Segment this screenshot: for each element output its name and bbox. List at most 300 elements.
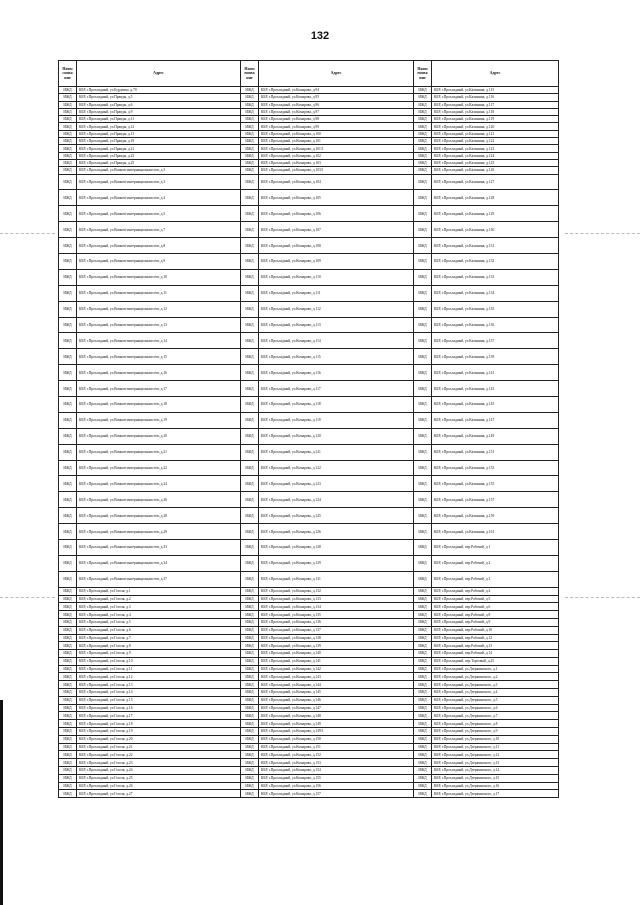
address-cell: КБР, г.Прохладный, ул.Дзержинского, д.12 [432,751,559,759]
building-type-cell: ИЖД [59,712,77,720]
building-type-cell: ИЖД [59,101,77,108]
address-cell: КБР, г.Прохладный, ул.Дзержинского, д.10 [432,735,559,743]
building-type-cell: ИЖД [414,301,432,317]
address-cell: КБР, г.Прохладный, ул.Воинов-интернационалистов, д.14 [77,333,241,349]
building-type-cell: ИЖД [59,381,77,397]
address-cell: КБР, г.Прохладный, ул.Комарова, д.154 [259,767,414,775]
address-cell: КБР, г.Прохладный, ул.Калинина, д.116 [432,94,559,101]
address-cell: КБР, г.Прохладный, пер.Рабочий, д.12 [432,634,559,642]
table-row [59,611,559,619]
building-type-cell: ИЖД [241,365,259,381]
building-type-cell: ИЖД [414,743,432,751]
building-type-cell: ИЖД [241,428,259,444]
address-cell: КБР, г.Прохладный, ул.Комарова, д.139 [259,642,414,650]
building-type-cell: ИЖД [59,317,77,333]
address-cell: КБР, г.Прохладный, ул.Комарова, д.102 [259,152,414,159]
building-type-cell: ИЖД [241,108,259,115]
address-cell: КБР, г.Прохладный, ул.Калинина, д.131 [432,238,559,254]
address-cell: КБР, г.Прохладный, ул.Комарова, д.156 [259,782,414,790]
address-cell: КБР, г.Прохладный, ул.Гоголя, д.21 [77,743,241,751]
building-type-cell: ИЖД [59,428,77,444]
table-row [59,712,559,720]
table-row [59,790,559,798]
building-type-cell: ИЖД [414,381,432,397]
building-type-cell: ИЖД [241,174,259,190]
address-cell: КБР, г.Прохладный, ул.Гоголя, д.27 [77,790,241,798]
building-type-cell: ИЖД [414,167,432,174]
address-cell: КБР, г.Прохладный, ул.Гоголя, д.4 [77,611,241,619]
table-row [59,317,559,333]
address-cell: КБР, г.Прохладный, ул.Калинина, д.157 [432,492,559,508]
address-cell: КБР, г.Прохладный, ул.Калинина, д.121 [432,130,559,137]
building-type-cell: ИЖД [241,790,259,798]
building-type-cell: ИЖД [59,720,77,728]
building-type-cell: ИЖД [241,123,259,130]
building-type-cell: ИЖД [241,349,259,365]
address-cell: КБР, г.Прохладный, ул.Калинина, д.161 [432,524,559,540]
address-cell: КБР, г.Прохладный, ул.Гоголя, д.25 [77,774,241,782]
table-row [59,650,559,658]
address-cell: КБР, г.Прохладный, ул.Бурденко, д.70 [77,87,241,94]
address-cell: КБР, г.Прохладный, ул.Комарова, д.113 [259,317,414,333]
address-cell: КБР, г.Прохладный, ул.Дзержинского, д.17 [432,790,559,798]
building-type-cell: ИЖД [59,696,77,704]
building-type-cell: ИЖД [241,444,259,460]
scan-margin-line [0,597,55,598]
address-cell: КБР, г.Прохладный, ул.Калинина, д.123 [432,145,559,152]
building-type-cell: ИЖД [414,174,432,190]
building-type-cell: ИЖД [59,728,77,736]
building-type-cell: ИЖД [414,333,432,349]
address-cell: КБР, г.Прохладный, ул.Комарова, д.124 [259,492,414,508]
building-type-cell: ИЖД [59,444,77,460]
address-cell: КБР, г.Прохладный, пер.Рабочий, д.3 [432,571,559,587]
building-type-cell: ИЖД [414,269,432,285]
address-cell: КБР, г.Прохладный, ул.Воинов-интернационалистов, д.24 [77,476,241,492]
building-type-cell: ИЖД [414,774,432,782]
address-cell: КБР, г.Прохладный, ул.Калинина, д.151 [432,444,559,460]
building-type-cell: ИЖД [241,317,259,333]
building-type-cell: ИЖД [59,626,77,634]
table-row [59,285,559,301]
address-cell: КБР, г.Прохладный, ул.Комарова, д.106 [259,206,414,222]
building-type-cell: ИЖД [241,254,259,270]
building-type-cell: ИЖД [414,611,432,619]
building-type-cell: ИЖД [241,618,259,626]
building-type-cell: ИЖД [241,238,259,254]
table-row [59,634,559,642]
building-type-cell: ИЖД [59,555,77,571]
page-number: 132 [310,30,330,42]
table-row [59,123,559,130]
building-type-cell: ИЖД [59,174,77,190]
address-cell: КБР, г.Прохладный, ул.Калинина, д.137 [432,333,559,349]
building-type-cell: ИЖД [241,595,259,603]
building-type-cell: ИЖД [414,712,432,720]
address-cell: КБР, г.Прохладный, ул.Комарова, д.151 [259,743,414,751]
address-cell: КБР, г.Прохладный, ул.Комарова, д.108 [259,238,414,254]
building-type-cell: ИЖД [414,555,432,571]
table-row [59,116,559,123]
address-cell: КБР, г.Прохладный, ул.Воинов-интернационалистов, д.12 [77,301,241,317]
building-type-cell: ИЖД [414,159,432,166]
building-type-cell: ИЖД [59,349,77,365]
building-type-cell: ИЖД [414,634,432,642]
address-cell: КБР, г.Прохладный, ул.Калинина, д.128 [432,190,559,206]
address-cell: КБР, г.Прохладный, ул.Правды, д.13 [77,130,241,137]
building-type-cell: ИЖД [414,116,432,123]
building-type-cell: ИЖД [414,476,432,492]
address-cell: КБР, г.Прохладный, ул.Комарова, д.117 [259,381,414,397]
table-row [59,642,559,650]
address-cell: КБР, г.Прохладный, ул.Воинов-интернационалистов, д.28 [77,508,241,524]
address-cell: КБР, г.Прохладный, ул.Калинина, д.147 [432,412,559,428]
address-cell: КБР, г.Прохладный, ул.Комарова, д.123 [259,476,414,492]
building-type-cell: ИЖД [414,704,432,712]
building-type-cell: ИЖД [59,130,77,137]
address-cell: КБР, г.Прохладный, ул.Воинов-интернационалистов, д.18 [77,397,241,413]
building-type-cell: ИЖД [241,381,259,397]
scan-margin-line [565,233,640,234]
address-cell: КБР, г.Прохладный, ул.Дзержинского, д.4 [432,689,559,697]
address-cell: КБР, г.Прохладный, ул.Дзержинского, д.2 [432,673,559,681]
address-cell: КБР, г.Прохладный, ул.Калинина, д.129 [432,206,559,222]
building-type-cell: ИЖД [241,587,259,595]
building-type-cell: ИЖД [414,190,432,206]
address-cell: КБР, г.Прохладный, пер.Рабочий, д.1 [432,540,559,556]
address-cell: КБР, г.Прохладный, ул.Гоголя, д.5 [77,618,241,626]
building-type-cell: ИЖД [414,138,432,145]
address-cell: КБР, г.Прохладный, ул.Дзержинского, д.11 [432,743,559,751]
table-row [59,626,559,634]
building-type-cell: ИЖД [241,681,259,689]
building-type-cell: ИЖД [241,673,259,681]
column-header-type-1: Наим снова ние [59,61,77,87]
address-cell: КБР, г.Прохладный, пер.Рабочий, д.10 [432,626,559,634]
building-type-cell: ИЖД [414,626,432,634]
address-cell: КБР, г.Прохладный, ул.Гоголя, д.22 [77,751,241,759]
address-cell: КБР, г.Прохладный, ул.Дзержинского, д.3 [432,681,559,689]
building-type-cell: ИЖД [241,412,259,428]
building-type-cell: ИЖД [414,123,432,130]
address-cell: КБР, г.Прохладный, ул.Комарова, д.144 [259,681,414,689]
address-cell: КБР, г.Прохладный, ул.Комарова, д.143 [259,673,414,681]
address-cell: КБР, г.Прохладный, ул.Дзержинского, д.6 [432,704,559,712]
building-type-cell: ИЖД [59,634,77,642]
table-row [59,476,559,492]
table-row [59,555,559,571]
building-type-cell: ИЖД [241,397,259,413]
address-cell: КБР, г.Прохладный, ул.Комарова, д.149 [259,720,414,728]
address-cell: КБР, г.Прохладный, ул.Дзержинского, д.16 [432,782,559,790]
building-type-cell: ИЖД [241,634,259,642]
building-type-cell: ИЖД [414,673,432,681]
address-cell: КБР, г.Прохладный, ул.Правды, д.12 [77,123,241,130]
building-type-cell: ИЖД [59,145,77,152]
address-cell: КБР, г.Прохладный, ул.Правды, д.11 [77,116,241,123]
address-cell: КБР, г.Прохладный, ул.Калинина, д.118 [432,108,559,115]
building-type-cell: ИЖД [241,333,259,349]
address-cell: КБР, г.Прохладный, ул.Калинина, д.141 [432,365,559,381]
address-cell: КБР, г.Прохладный, ул.Правды, д.19 [77,138,241,145]
building-type-cell: ИЖД [414,508,432,524]
building-type-cell: ИЖД [241,626,259,634]
building-type-cell: ИЖД [59,269,77,285]
address-cell: КБР, г.Прохладный, ул.Калинина, д.145 [432,397,559,413]
table-row [59,269,559,285]
address-cell: КБР, г.Прохладный, ул.Гоголя, д.24 [77,767,241,775]
address-cell: КБР, г.Прохладный, ул.Калинина, д.125 [432,159,559,166]
building-type-cell: ИЖД [414,397,432,413]
building-type-cell: ИЖД [414,587,432,595]
table-row [59,735,559,743]
table-row [59,349,559,365]
address-cell: КБР, г.Прохладный, ул.Гоголя, д.8 [77,642,241,650]
address-cell: КБР, г.Прохладный, ул.Воинов-интернационалистов, д.19 [77,412,241,428]
address-cell: КБР, г.Прохладный, ул.Воинов-интернационалистов, д.11 [77,285,241,301]
address-cell: КБР, г.Прохладный, ул.Гоголя, д.9 [77,650,241,658]
building-type-cell: ИЖД [241,540,259,556]
address-cell: КБР, г.Прохладный, ул.Воинов-интернационалистов, д.20 [77,428,241,444]
table-row [59,782,559,790]
address-cell: КБР, г.Прохладный, ул.Гоголя, д.11 [77,665,241,673]
address-cell: КБР, г.Прохладный, ул.Комарова, д.150 [259,735,414,743]
building-type-cell: ИЖД [59,87,77,94]
building-type-cell: ИЖД [414,540,432,556]
table-row [59,412,559,428]
building-type-cell: ИЖД [414,254,432,270]
table-row [59,696,559,704]
address-cell: КБР, г.Прохладный, ул.Комарова, д.101/1 [259,145,414,152]
address-cell: КБР, г.Прохладный, ул.Калинина, д.159 [432,508,559,524]
building-type-cell: ИЖД [59,681,77,689]
building-type-cell: ИЖД [241,116,259,123]
address-cell: КБР, г.Прохладный, ул.Гоголя, д.19 [77,728,241,736]
address-cell: КБР, г.Прохладный, пер.Рабочий, д.13 [432,642,559,650]
building-type-cell: ИЖД [59,301,77,317]
address-cell: КБР, г.Прохладный, ул.Комарова, д.104 [259,174,414,190]
address-cell: КБР, г.Прохладный, ул.Гоголя, д.2 [77,595,241,603]
address-cell: КБР, г.Прохладный, ул.Дзержинского, д.15 [432,774,559,782]
address-cell: КБР, г.Прохладный, ул.Воинов-интернационалистов, д.37 [77,571,241,587]
address-cell: КБР, г.Прохладный, ул.Гоголя, д.7 [77,634,241,642]
building-type-cell: ИЖД [59,397,77,413]
table-row [59,87,559,94]
building-type-cell: ИЖД [241,508,259,524]
building-type-cell: ИЖД [414,650,432,658]
table-row [59,743,559,751]
scan-edge-shadow [0,700,3,905]
building-type-cell: ИЖД [59,206,77,222]
address-cell: КБР, г.Прохладный, ул.Комарова, д.148 [259,712,414,720]
address-cell: КБР, г.Прохладный, ул.Комарова, д.136 [259,618,414,626]
address-cell: КБР, г.Прохладный, ул.Комарова, д.109 [259,254,414,270]
column-header-address-1: Адрес [77,61,241,87]
address-cell: КБР, г.Прохладный, ул.Калинина, д.127 [432,174,559,190]
address-cell: КБР, г.Прохладный, ул.Комарова, д.112 [259,301,414,317]
building-type-cell: ИЖД [414,349,432,365]
address-cell: КБР, г.Прохладный, ул.Комарова, д.94 [259,87,414,94]
address-cell: КБР, г.Прохладный, ул.Воинов-интернационалистов, д.5 [77,206,241,222]
scan-margin-line [0,233,55,234]
table-row [59,767,559,775]
building-type-cell: ИЖД [241,555,259,571]
building-type-cell: ИЖД [241,642,259,650]
table-row [59,603,559,611]
building-type-cell: ИЖД [59,138,77,145]
address-cell: КБР, г.Прохладный, пер.Рабочий, д.2 [432,555,559,571]
building-type-cell: ИЖД [241,743,259,751]
building-type-cell: ИЖД [59,540,77,556]
address-cell: КБР, г.Прохладный, ул.Гоголя, д.3 [77,603,241,611]
building-type-cell: ИЖД [241,650,259,658]
address-cell: КБР, г.Прохладный, ул.Комарова, д.103/1 [259,167,414,174]
table-row [59,152,559,159]
building-type-cell: ИЖД [59,159,77,166]
building-type-cell: ИЖД [59,508,77,524]
building-type-cell: ИЖД [59,735,77,743]
table-header-row [59,61,559,87]
address-cell: КБР, г.Прохладный, ул.Калинина, д.117 [432,101,559,108]
address-cell: КБР, г.Прохладный, ул.Комарова, д.145 [259,689,414,697]
building-type-cell: ИЖД [414,759,432,767]
table-row [59,460,559,476]
building-type-cell: ИЖД [59,152,77,159]
building-type-cell: ИЖД [241,206,259,222]
table-row [59,665,559,673]
address-cell: КБР, г.Прохладный, ул.Комарова, д.155 [259,774,414,782]
building-type-cell: ИЖД [59,767,77,775]
building-type-cell: ИЖД [241,657,259,665]
building-type-cell: ИЖД [59,782,77,790]
address-cell: КБР, г.Прохладный, пер.Рабочий, д.8 [432,611,559,619]
address-cell: КБР, г.Прохладный, ул.Воинов-интернационалистов, д.13 [77,317,241,333]
address-cell: КБР, г.Прохладный, ул.Воинов-интернационалистов, д.21 [77,444,241,460]
address-cell: КБР, г.Прохладный, ул.Комарова, д.133 [259,595,414,603]
building-type-cell: ИЖД [241,476,259,492]
building-type-cell: ИЖД [59,704,77,712]
building-type-cell: ИЖД [414,222,432,238]
building-type-cell: ИЖД [414,152,432,159]
address-cell: КБР, г.Прохладный, пер.Рабочий, д.9 [432,618,559,626]
table-row [59,138,559,145]
address-cell: КБР, г.Прохладный, ул.Калинина, д.132 [432,254,559,270]
address-cell: КБР, г.Прохладный, ул.Воинов-интернационалистов, д.8 [77,238,241,254]
address-cell: КБР, г.Прохладный, ул.Воинов-интернационалистов, д.34 [77,555,241,571]
address-cell: КБР, г.Прохладный, ул.Комарова, д.99 [259,123,414,130]
building-type-cell: ИЖД [59,790,77,798]
building-type-cell: ИЖД [414,735,432,743]
table-row [59,190,559,206]
building-type-cell: ИЖД [414,317,432,333]
address-cell: КБР, г.Прохладный, ул.Комарова, д.95 [259,94,414,101]
building-type-cell: ИЖД [241,751,259,759]
address-cell: КБР, г.Прохладный, ул.Комарова, д.116 [259,365,414,381]
building-type-cell: ИЖД [414,428,432,444]
address-cell: КБР, г.Прохладный, ул.Гоголя, д.1 [77,587,241,595]
table-row [59,673,559,681]
building-type-cell: ИЖД [59,492,77,508]
address-cell: КБР, г.Прохладный, ул.Комарова, д.134 [259,603,414,611]
address-cell: КБР, г.Прохладный, ул.Воинов-интернационалистов, д.10 [77,269,241,285]
building-type-cell: ИЖД [241,190,259,206]
address-cell: КБР, г.Прохладный, ул.Калинина, д.115 [432,87,559,94]
building-type-cell: ИЖД [59,759,77,767]
table-row [59,159,559,166]
address-cell: КБР, г.Прохладный, ул.Комарова, д.149/1 [259,728,414,736]
table-row [59,759,559,767]
address-cell: КБР, г.Прохладный, ул.Гоголя, д.20 [77,735,241,743]
building-type-cell: ИЖД [241,101,259,108]
address-cell: КБР, г.Прохладный, ул.Калинина, д.120 [432,123,559,130]
building-type-cell: ИЖД [241,285,259,301]
address-cell: КБР, г.Прохладный, ул.Калинина, д.130 [432,222,559,238]
table-row [59,94,559,101]
address-cell: КБР, г.Прохладный, ул.Комарова, д.125 [259,508,414,524]
building-type-cell: ИЖД [414,603,432,611]
building-type-cell: ИЖД [414,790,432,798]
table-row [59,618,559,626]
address-cell: КБР, г.Прохладный, ул.Дзержинского, д.8 [432,720,559,728]
building-type-cell: ИЖД [241,301,259,317]
address-cell: КБР, г.Прохладный, ул.Воинов-интернационалистов, д.7 [77,222,241,238]
table-row [59,167,559,174]
table-row [59,587,559,595]
address-cell: КБР, г.Прохладный, ул.Дзержинского, д.9 [432,728,559,736]
address-cell: КБР, г.Прохладный, ул.Гоголя, д.18 [77,720,241,728]
address-cell: КБР, г.Прохладный, ул.Комарова, д.146 [259,696,414,704]
building-type-cell: ИЖД [59,190,77,206]
building-type-cell: ИЖД [59,587,77,595]
address-cell: КБР, г.Прохладный, ул.Правды, д.5 [77,94,241,101]
building-type-cell: ИЖД [241,159,259,166]
address-cell: КБР, г.Прохладный, ул.Воинов-интернационалистов, д.26 [77,492,241,508]
building-type-cell: ИЖД [59,642,77,650]
building-type-cell: ИЖД [59,108,77,115]
building-type-cell: ИЖД [241,782,259,790]
building-type-cell: ИЖД [59,595,77,603]
address-cell: КБР, г.Прохладный, ул.Комарова, д.111 [259,285,414,301]
building-type-cell: ИЖД [414,595,432,603]
building-type-cell: ИЖД [241,759,259,767]
building-type-cell: ИЖД [414,618,432,626]
table-row [59,444,559,460]
building-type-cell: ИЖД [241,524,259,540]
building-type-cell: ИЖД [414,689,432,697]
address-cell: КБР, г.Прохладный, ул.Дзержинского, д.1 [432,665,559,673]
address-cell: КБР, г.Прохладный, ул.Гоголя, д.26 [77,782,241,790]
address-cell: КБР, г.Прохладный, ул.Комарова, д.138 [259,634,414,642]
address-cell: КБР, г.Прохладный, ул.Гоголя, д.13 [77,681,241,689]
building-type-cell: ИЖД [241,735,259,743]
building-type-cell: ИЖД [59,285,77,301]
building-type-cell: ИЖД [59,123,77,130]
address-cell: КБР, г.Прохладный, ул.Комарова, д.141 [259,657,414,665]
address-cell: КБР, г.Прохладный, ул.Комарова, д.129 [259,555,414,571]
building-type-cell: ИЖД [414,206,432,222]
address-cell: КБР, г.Прохладный, ул.Комарова, д.114 [259,333,414,349]
address-cell: КБР, г.Прохладный, ул.Комарова, д.121 [259,444,414,460]
address-cell: КБР, г.Прохладный, ул.Комарова, д.122 [259,460,414,476]
building-type-cell: ИЖД [59,665,77,673]
building-type-cell: ИЖД [414,751,432,759]
address-cell: КБР, г.Прохладный, пер.Торговый, д.25 [432,657,559,665]
building-type-cell: ИЖД [414,87,432,94]
table-body [59,87,559,798]
address-cell: КБР, г.Прохладный, ул.Калинина, д.153 [432,460,559,476]
address-cell: КБР, г.Прохладный, ул.Правды, д.21 [77,145,241,152]
address-cell: КБР, г.Прохладный, ул.Правды, д.23 [77,152,241,159]
